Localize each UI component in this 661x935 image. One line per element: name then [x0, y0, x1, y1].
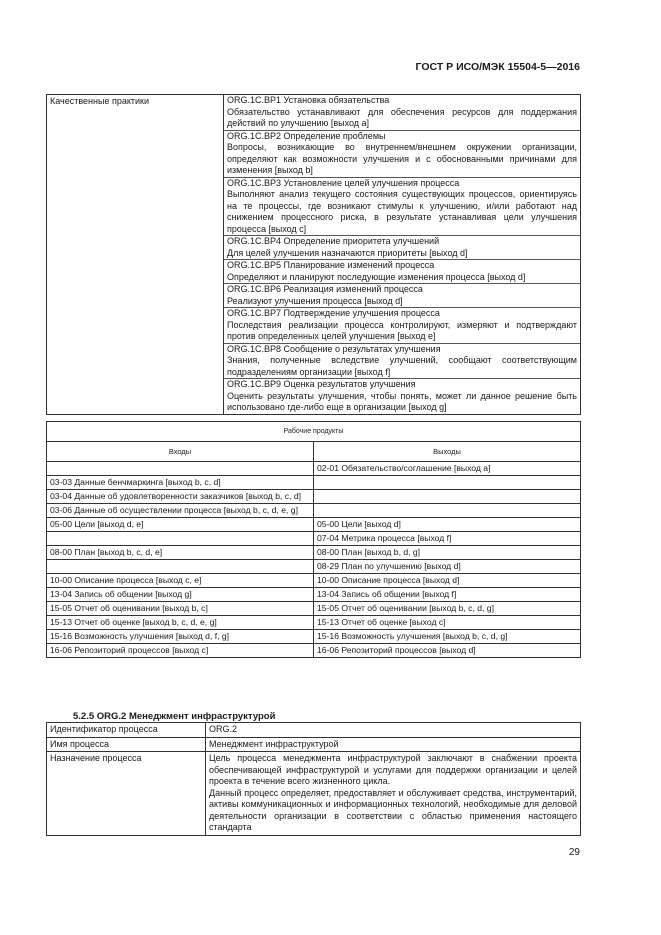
input-cell: 10-00 Описание процесса [выход c, e]	[47, 574, 314, 588]
input-cell: 15-13 Отчет об оценке [выход b, c, d, e, g]	[47, 616, 314, 630]
input-cell: 03-03 Данные бенчмаркинга [выход b, c, d]	[47, 476, 314, 490]
table-row	[47, 616, 581, 630]
input-cell: 15-16 Возможность улучшения [выход d, f, g]	[47, 630, 314, 644]
practice-desc: Оценить результаты улучшения, чтобы понять, может ли данное решение быть использовано где-либо еще в организации [выход g]	[227, 390, 577, 412]
input-cell	[47, 560, 314, 574]
table-row	[47, 560, 581, 574]
practice-title: ORG.1C.BP1 Установка обязательства	[227, 95, 390, 105]
output-cell: 13-04 Запись об общении [выход f]	[314, 588, 581, 602]
practice-desc: Знания, полученные вследствие улучшений, сообщают соответствующим подразделениям организации [выход f]	[224, 355, 580, 379]
org2-label: Имя процесса	[47, 737, 206, 752]
practice-desc: Последствия реализации процесса контролируют, измеряют и подтверждают против определенных целей улучшения [выход e]	[224, 320, 580, 344]
practice-desc: Реализуют улучшения процесса [выход d]	[224, 296, 580, 309]
practice-title: ORG.1C.BP7 Подтверждение улучшения процесса	[227, 308, 440, 318]
work-products-caption: Рабочие продукты	[47, 422, 581, 442]
output-cell: 08-29 План по улучшению [выход d]	[314, 560, 581, 574]
practice-desc: Вопросы, возникающие во внутреннем/внешнем окружении организации, определяют как возможности улучшения и с обоснованными причинами для изменения [выход b]	[224, 142, 580, 178]
input-cell: 13-04 Запись об общении [выход g]	[47, 588, 314, 602]
output-cell: 16-06 Репозиторий процессов [выход d]	[314, 644, 581, 658]
output-cell	[314, 504, 581, 518]
org2-purpose	[206, 752, 581, 836]
org2-label: Назначение процесса	[47, 752, 206, 836]
practice-desc: Для целей улучшения назначаются приоритеты [выход d]	[224, 248, 580, 261]
org2-value: ORG.2	[206, 723, 581, 738]
output-cell: 15-16 Возможность улучшения [выход b, c, d, g]	[314, 630, 581, 644]
input-cell: 08-00 План [выход b, c, d, e]	[47, 546, 314, 560]
page-number: 29	[568, 847, 580, 858]
org2-purpose-para: Цель процесса менеджмента инфраструктурой заключают в снабжении проекта обеспечивающей инфраструктурой и услугами для поддержки организации и целей проекта в течение всего жизненного цикла.	[209, 753, 577, 786]
practices-label: Качественные практики	[47, 95, 224, 415]
output-cell: 10-00 Описание процесса [выход d]	[314, 574, 581, 588]
input-cell	[47, 462, 314, 476]
input-cell	[47, 532, 314, 546]
table-row	[47, 504, 581, 518]
output-cell	[314, 476, 581, 490]
outputs-header: Выходы	[314, 442, 581, 462]
inputs-header: Входы	[47, 442, 314, 462]
input-cell: 16-06 Репозиторий процессов [выход c]	[47, 644, 314, 658]
table-row	[47, 462, 581, 476]
table-row	[47, 644, 581, 658]
table-row	[47, 574, 581, 588]
practice-title: ORG.1C.BP2 Определение проблемы	[227, 130, 386, 141]
input-cell: 05-00 Цели [выход d, e]	[47, 518, 314, 532]
table-row	[47, 532, 581, 546]
table-row	[47, 490, 581, 504]
output-cell: 07-04 Метрика процесса [выход f]	[314, 532, 581, 546]
practice-desc: Определяют и планируют последующие изменения процесса [выход d]	[224, 272, 580, 285]
org2-table	[46, 722, 581, 836]
practice-title: ORG.1C.BP4 Определение приоритета улучшений	[227, 236, 440, 246]
practice-desc: Обязательство устанавливают для обеспечения ресурсов для поддержания действий по улучшению [выход a]	[224, 107, 580, 131]
org2-purpose-para: Данный процесс определяет, предоставляет и обслуживает средства, инструментарий, активы коммуникационных и информационных технологий, необходимые для деловой деятельности организации в соответствии с областью применения настоящего стандарта	[209, 787, 577, 832]
table-row	[47, 588, 581, 602]
practices-list	[224, 95, 581, 415]
output-cell: 08-00 План [выход b, d, g]	[314, 546, 581, 560]
org2-label: Идентификатор процесса	[47, 723, 206, 738]
practice-title: ORG.1C.BP6 Реализация изменений процесса	[227, 284, 423, 294]
table-row	[47, 630, 581, 644]
practice-title: ORG.1C.BP9 Оценка результатов улучшения	[227, 379, 416, 389]
table-row	[47, 602, 581, 616]
section-heading: 5.2.5 ORG.2 Менеджмент инфраструктурой	[73, 711, 276, 722]
work-products-table	[46, 421, 581, 658]
practices-table	[46, 94, 581, 415]
practice-title: ORG.1C.BP8 Сообщение о результатах улучшения	[227, 343, 441, 354]
practice-desc: Выполняют анализ текущего состояния существующих процессов, ориентируясь на те процессы, где возникают стимулы к улучшению, и/или работают над снижением процессного риска, в результате устанавливая цели улучшения процесса [выход c]	[224, 189, 580, 236]
output-cell: 15-05 Отчет об оценивании [выход b, c, d, g]	[314, 602, 581, 616]
output-cell: 15-13 Отчет об оценке [выход c]	[314, 616, 581, 630]
document-header: ГОСТ Р ИСО/МЭК 15504-5—2016	[415, 61, 580, 73]
practice-title: ORG.1C.BP5 Планирование изменений процесса	[227, 260, 435, 270]
input-cell: 03-06 Данные об осуществлении процесса [выход b, c, d, e, g]	[47, 504, 314, 518]
output-cell: 05-00 Цели [выход d]	[314, 518, 581, 532]
input-cell: 15-05 Отчет об оценивании [выход b, c]	[47, 602, 314, 616]
table-row	[47, 518, 581, 532]
org2-value: Менеджмент инфраструктурой	[206, 737, 581, 752]
input-cell: 03-04 Данные об удовлетворенности заказчиков [выход b, c, d]	[47, 490, 314, 504]
table-row	[47, 476, 581, 490]
output-cell: 02-01 Обязательство/соглашение [выход a]	[314, 462, 581, 476]
table-row	[47, 546, 581, 560]
output-cell	[314, 490, 581, 504]
practice-title: ORG.1C.BP3 Установление целей улучшения процесса	[227, 177, 460, 188]
